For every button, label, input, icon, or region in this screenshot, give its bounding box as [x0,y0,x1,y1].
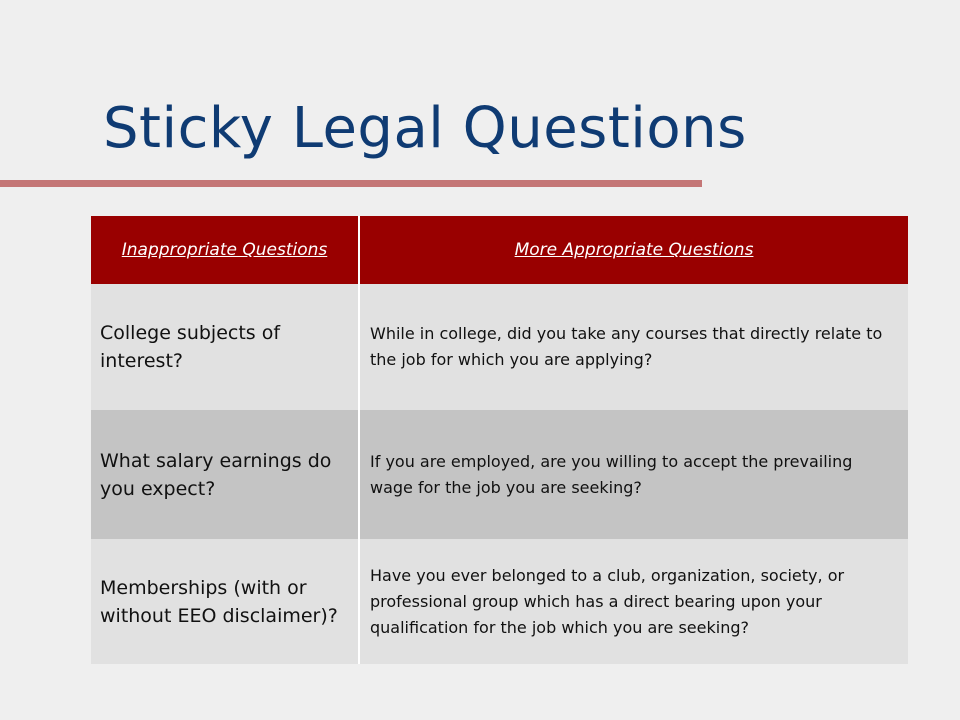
header-inappropriate-questions: Inappropriate Questions [91,216,359,284]
appropriate-question-cell: Have you ever belonged to a club, organization, society, or professional group which has a direct bearing upon your qualification for the job which you are seeking? [359,539,908,664]
table-row [91,539,908,664]
table-header-row [91,216,908,284]
title-underline-rule [0,180,702,187]
inappropriate-question-cell: College subjects of interest? [91,284,359,410]
inappropriate-question-cell: Memberships (with or without EEO disclaimer)? [91,539,359,664]
appropriate-question-cell: If you are employed, are you willing to accept the prevailing wage for the job you are seeking? [359,410,908,539]
table-row [91,284,908,410]
inappropriate-question-cell: What salary earnings do you expect? [91,410,359,539]
appropriate-question-cell: While in college, did you take any courses that directly relate to the job for which you are applying? [359,284,908,410]
slide-title: Sticky Legal Questions [103,96,747,161]
table-row [91,410,908,539]
questions-table [91,216,908,664]
header-more-appropriate-questions: More Appropriate Questions [359,216,908,284]
